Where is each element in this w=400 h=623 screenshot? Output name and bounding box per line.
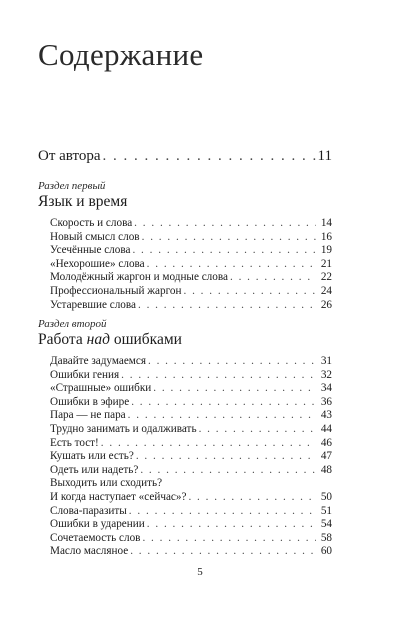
toc-row: [50, 217, 332, 231]
toc-row-label: Скорость и слова: [50, 217, 133, 229]
toc-row-page: 21: [320, 257, 332, 270]
section-title-emphasis: над: [86, 331, 110, 348]
toc-row: [50, 423, 332, 437]
toc-row-label: Ошибки в эфире: [50, 395, 130, 408]
dot-leader: [129, 505, 316, 519]
dot-leader: [131, 396, 316, 410]
section-kicker: Раздел первый: [38, 180, 106, 192]
toc-row-label: Выходить или сходить?: [50, 477, 163, 490]
toc-section-1: [38, 180, 332, 312]
toc-row-page: 58: [320, 531, 332, 544]
toc-row-page: 16: [320, 230, 332, 243]
section-title-start: Работа: [38, 331, 87, 348]
toc-row-page: 24: [320, 284, 332, 297]
toc-row-label: Трудно занимать и одалживать: [50, 422, 197, 435]
dot-leader: [128, 409, 316, 423]
dot-leader: [138, 299, 316, 313]
toc-row-page: 34: [320, 382, 332, 395]
toc-row-label: «Нехорошие» слова: [50, 257, 145, 270]
toc-row: [50, 477, 332, 491]
toc-row-page: 54: [320, 518, 332, 531]
dot-leader: [132, 244, 316, 258]
toc-row: [50, 532, 332, 546]
toc-row-label: Давайте задумаемся: [50, 355, 146, 367]
toc-row-page: 60: [320, 545, 332, 558]
page-title: Содержание: [38, 37, 204, 72]
toc-row-label: Масло масляное: [50, 545, 129, 558]
toc-row: [50, 231, 332, 245]
section-items: [50, 355, 332, 559]
section-title: [38, 331, 332, 349]
toc-author-entry: [38, 148, 332, 165]
toc-row-page: 26: [320, 298, 332, 311]
section-items: [50, 217, 332, 312]
dot-leader: [147, 258, 316, 272]
toc-row: [50, 299, 332, 313]
dot-leader: [142, 532, 316, 546]
toc-row: [50, 437, 332, 451]
dot-leader: [121, 369, 316, 383]
toc-row-label: Ошибки гения: [50, 368, 120, 381]
toc-row-page: 14: [320, 217, 332, 229]
section-title: Язык и время: [38, 193, 128, 210]
section-kicker: Раздел второй: [38, 318, 107, 330]
toc-row-page: 11: [317, 148, 332, 164]
page-number: 5: [197, 566, 203, 578]
dot-leader: [230, 271, 316, 285]
toc-row-page: 50: [320, 490, 332, 503]
toc-row-page: 32: [320, 368, 332, 381]
toc-row: [50, 271, 332, 285]
dot-leader: [101, 437, 316, 451]
toc-row: [50, 491, 332, 505]
toc-row-label: Ошибки в ударении: [50, 518, 145, 531]
toc-row-page: 46: [320, 436, 332, 449]
toc-row-label: Одеть или надеть?: [50, 463, 139, 476]
dot-leader: [103, 148, 316, 165]
dot-leader: [188, 491, 316, 505]
toc-row: [50, 518, 332, 532]
toc-row: [50, 244, 332, 258]
toc-row: [50, 285, 332, 299]
toc-section-2: [38, 318, 332, 559]
toc-row: [50, 382, 332, 396]
toc-row-page: 47: [320, 450, 332, 463]
toc-row-page: 31: [320, 355, 332, 367]
toc-row-label: Молодёжный жаргон и модные слова: [50, 271, 228, 284]
toc-row: [50, 409, 332, 423]
dot-leader: [148, 355, 316, 369]
toc-row-page: 51: [320, 504, 332, 517]
dot-leader: [140, 464, 316, 478]
dot-leader: [130, 545, 316, 559]
toc-row-label: Слова-паразиты: [50, 504, 127, 517]
dot-leader: [153, 382, 316, 396]
toc-row-label: Кушать или есть?: [50, 450, 134, 463]
toc-row-label: Есть тост!: [50, 436, 99, 449]
toc-row-page: 19: [320, 244, 332, 257]
toc-row: [50, 545, 332, 559]
toc-row-label: Устаревшие слова: [50, 298, 136, 311]
toc-row-page: 43: [320, 409, 332, 422]
toc-row-label: Усечённые слова: [50, 244, 131, 257]
toc-row: [38, 148, 332, 165]
toc-row: [50, 396, 332, 410]
toc-row-label: От автора: [38, 148, 101, 164]
toc-row-label: «Страшные» ошибки: [50, 382, 152, 395]
toc-row-page: 48: [320, 463, 332, 476]
toc-row: [50, 258, 332, 272]
toc-row-label: Сочетаемость слов: [50, 531, 141, 544]
dot-leader: [136, 450, 316, 464]
toc-row: [50, 505, 332, 519]
dot-leader: [134, 217, 316, 231]
toc-row: [50, 450, 332, 464]
dot-leader: [199, 423, 316, 437]
toc-row-page: 36: [320, 395, 332, 408]
dot-leader: [183, 285, 316, 299]
dot-leader: [142, 231, 316, 245]
section-title-end: ошибками: [109, 331, 182, 348]
toc-row: [50, 464, 332, 478]
toc-row-label: Профессиональный жаргон: [50, 284, 182, 297]
toc-row-label: Пара — не пара: [50, 409, 126, 422]
dot-leader: [147, 518, 316, 532]
toc-row: [50, 355, 332, 369]
toc-row-label: Новый смысл слов: [50, 230, 140, 243]
toc-row-label: И когда наступает «сейчас»?: [50, 490, 187, 503]
toc-row: [50, 369, 332, 383]
toc-row-page: 44: [320, 422, 332, 435]
toc-row-page: 22: [320, 271, 332, 284]
